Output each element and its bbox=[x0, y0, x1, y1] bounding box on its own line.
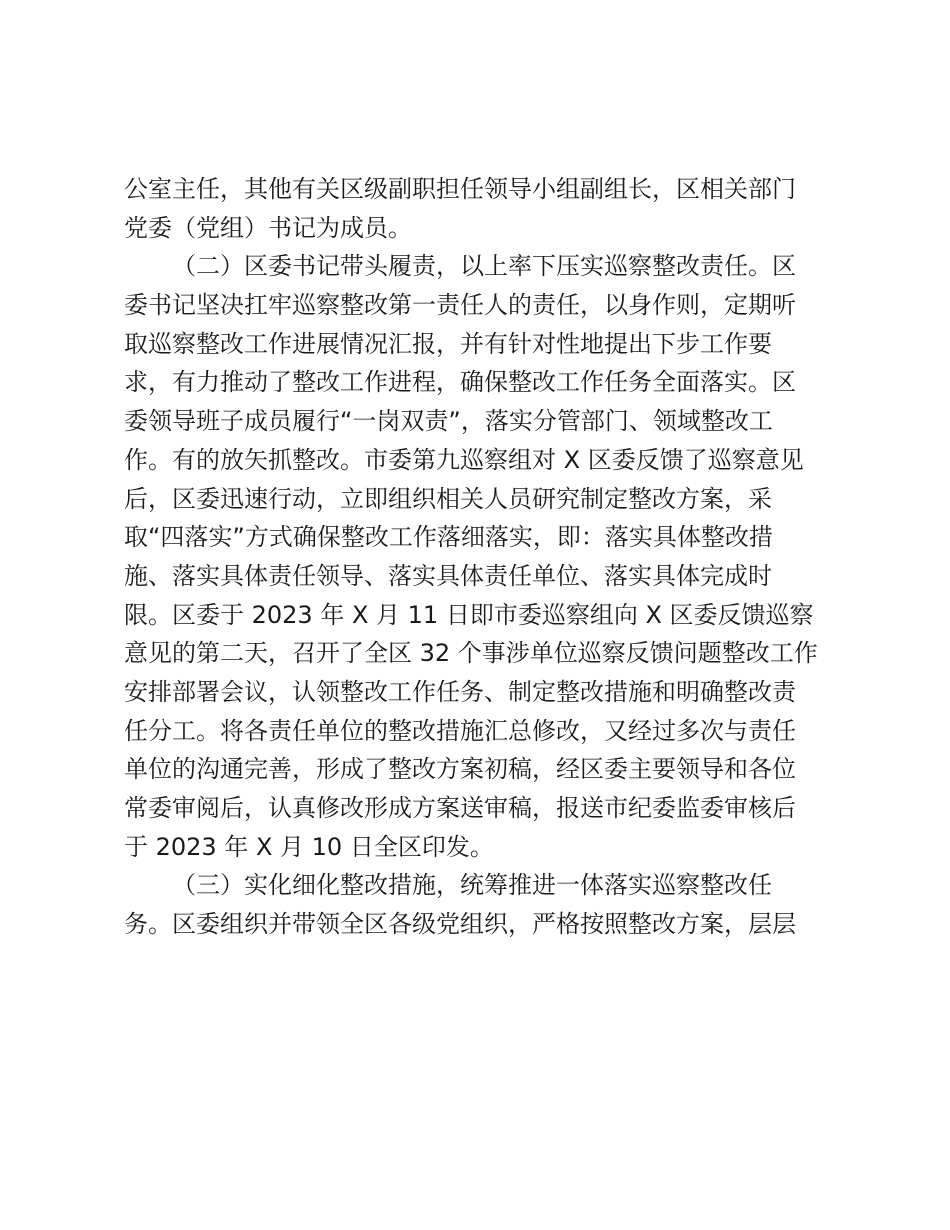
text-line: 取巡察整改工作进展情况汇报，并有针对性地提出下步工作要 bbox=[124, 329, 772, 358]
text-line: 委书记坚决扛牢巡察整改第一责任人的责任，以身作则，定期听 bbox=[124, 291, 796, 320]
text-line: 后，区委迅速行动，立即组织相关人员研究制定整改方案，采 bbox=[124, 484, 772, 513]
text-line: 求，有力推动了整改工作进程，确保整改工作任务全面落实。区 bbox=[124, 368, 796, 397]
text-line: 施、落实具体责任领导、落实具体责任单位、落实具体完成时 bbox=[124, 561, 772, 590]
text-line: 任分工。将各责任单位的整改措施汇总修改，又经过多次与责任 bbox=[124, 716, 796, 745]
text-line: 单位的沟通完善，形成了整改方案初稿，经区委主要领导和各位 bbox=[124, 755, 796, 784]
text-line: 务。区委组织并带领全区各级党组织，严格按照整改方案，层层 bbox=[124, 910, 796, 939]
text-line: 党委（党组）书记为成员。 bbox=[124, 213, 412, 242]
section-heading-2: （二）区委书记带头履责，以上率下压实巡察整改责任。区 bbox=[172, 252, 796, 281]
body-text bbox=[124, 170, 844, 944]
text-line: 于 2023 年 X 月 10 日全区印发。 bbox=[124, 832, 494, 861]
text-line: 作。有的放矢抓整改。市委第九巡察组对 X 区委反馈了巡察意见 bbox=[124, 445, 804, 474]
text-line: 取“四落实”方式确保整改工作落细落实，即：落实具体整改措 bbox=[124, 523, 773, 552]
section-heading-3: （三）实化细化整改措施，统筹推进一体落实巡察整改任 bbox=[172, 871, 772, 900]
text-line: 委领导班子成员履行“一岗双责”，落实分管部门、领域整改工 bbox=[124, 407, 773, 436]
text-line: 安排部署会议，认领整改工作任务、制定整改措施和明确整改责 bbox=[124, 677, 796, 706]
text-line: 常委审阅后，认真修改形成方案送审稿，报送市纪委监委审核后 bbox=[124, 794, 796, 822]
text-line: 意见的第二天，召开了全区 32 个事涉单位巡察反馈问题整改工作 bbox=[124, 639, 818, 668]
text-line: 限。区委于 2023 年 X 月 11 日即市委巡察组向 X 区委反馈巡察 bbox=[124, 600, 814, 629]
text-line: 公室主任，其他有关区级副职担任领导小组副组长，区相关部门 bbox=[124, 175, 796, 203]
